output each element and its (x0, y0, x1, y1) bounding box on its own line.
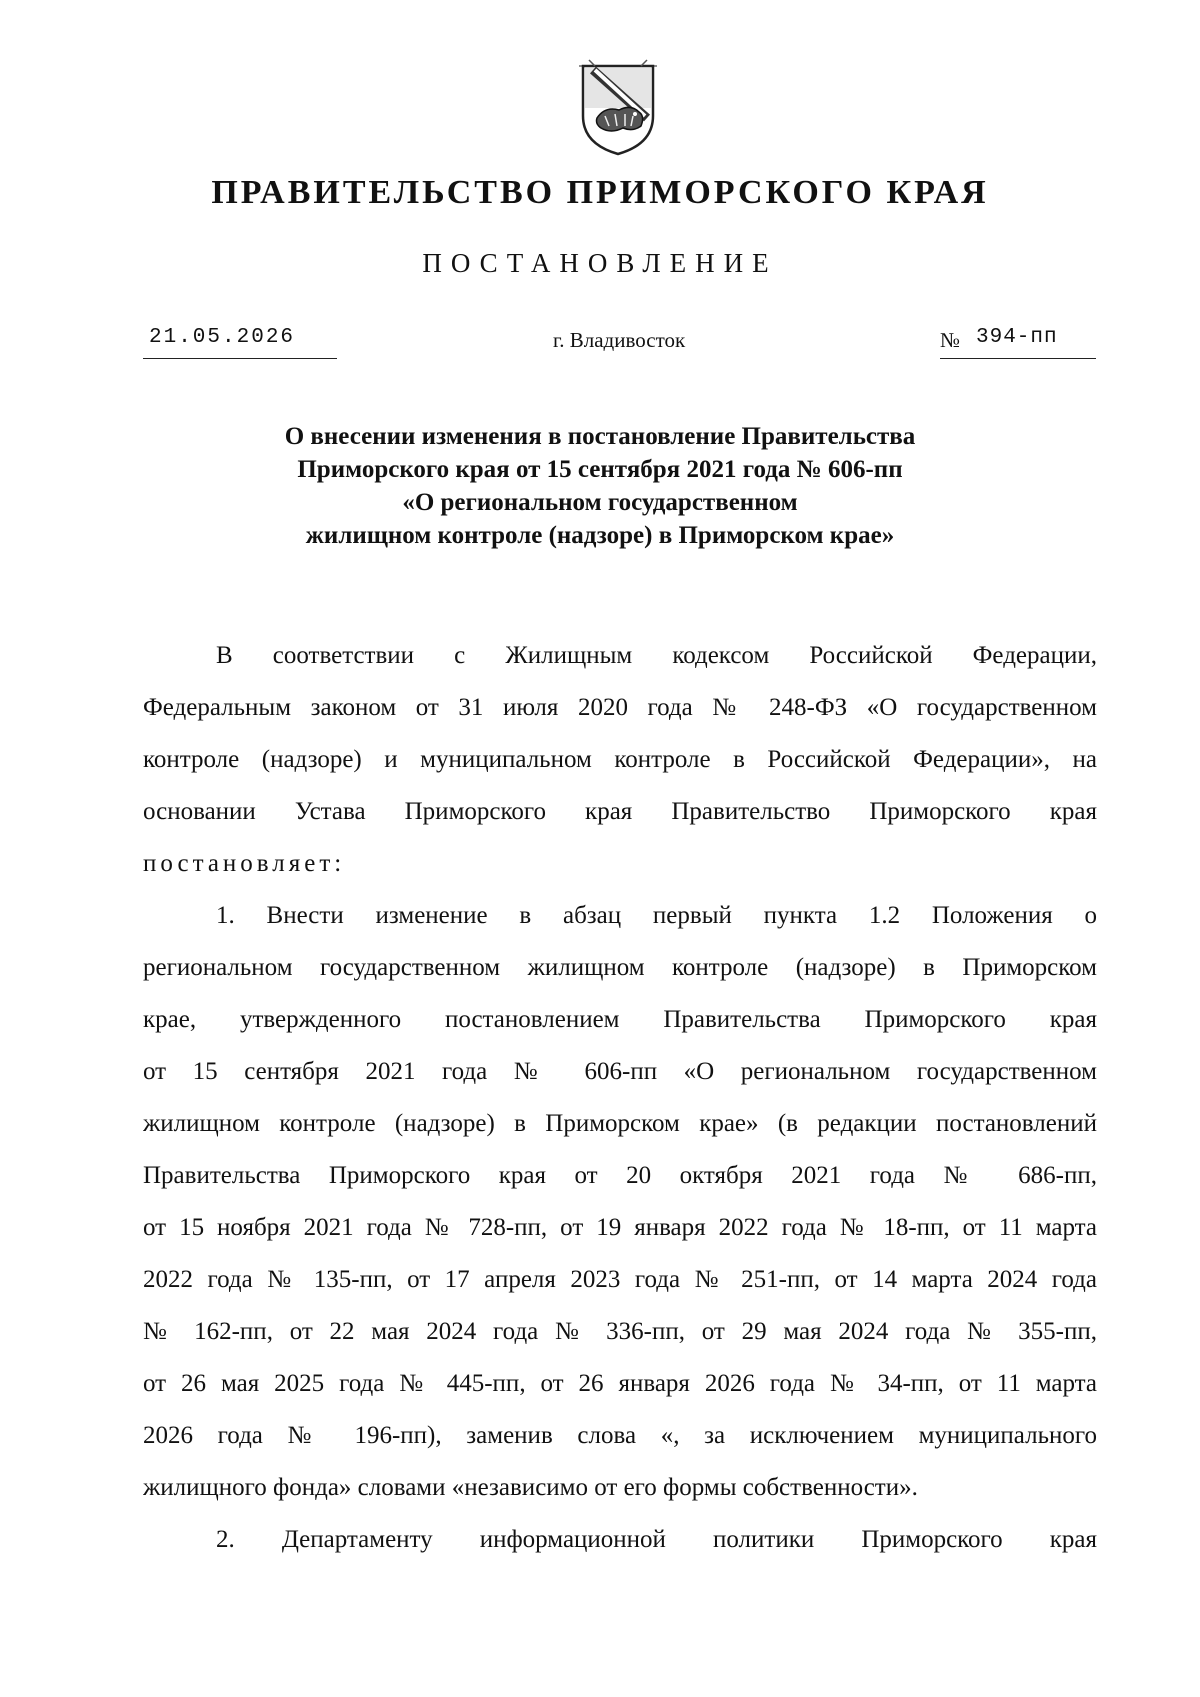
item1-line: жилищном контроле (надзоре) в Приморском крае» (в редакции постановлений (143, 1110, 1097, 1137)
document-city: г. Владивосток (553, 328, 686, 352)
preamble-line: В соответствии с Жилищным кодексом Российской Федерации, (216, 642, 1097, 669)
government-title: ПРАВИТЕЛЬСТВО ПРИМОРСКОГО КРАЯ (211, 174, 989, 211)
item1-line: региональном государственном жилищном контроле (надзоре) в Приморском (143, 954, 1097, 981)
document-subject (200, 420, 1000, 552)
document-number: 394-пп (976, 326, 1058, 349)
item1-line: от 15 сентября 2021 года № 606-пп «О региональном государственном (143, 1058, 1097, 1085)
item1-line: 1. Внести изменение в абзац первый пункта 1.2 Положения о (216, 902, 1097, 929)
item1-line: 2026 года № 196-пп), заменив слова «, за исключением муниципального (143, 1422, 1097, 1449)
item1-line: Правительства Приморского края от 20 октября 2021 года № 686-пп, (143, 1162, 1097, 1189)
document-body (143, 630, 1097, 1566)
item1-line: от 15 ноября 2021 года № 728-пп, от 19 января 2022 года № 18-пп, от 11 марта (143, 1214, 1097, 1241)
preamble-resolves: постановляет: (143, 850, 346, 877)
subject-line: жилищном контроле (надзоре) в Приморском крае» (305, 522, 895, 549)
item1-line: от 26 мая 2025 года № 445-пп, от 26 января 2026 года № 34-пп, от 11 марта (143, 1370, 1097, 1397)
subject-line: О внесении изменения в постановление Правительства (284, 423, 916, 450)
date-field (143, 326, 337, 359)
preamble-line: основании Устава Приморского края Правительство Приморского края (143, 798, 1097, 825)
item2-line: 2. Департаменту информационной политики Приморского края (216, 1526, 1097, 1553)
document-type: ПОСТАНОВЛЕНИЕ (422, 248, 778, 278)
item1-line: 2022 года № 135-пп, от 17 апреля 2023 года № 251-пп, от 14 марта 2024 года (143, 1266, 1097, 1293)
item1-line: № 162-пп, от 22 мая 2024 года № 336-пп, от 29 мая 2024 года № 355-пп, (143, 1318, 1097, 1345)
coat-of-arms-icon (575, 56, 661, 158)
number-sign: № (940, 328, 961, 352)
item1-line: крае, утвержденного постановлением Правительства Приморского края (143, 1006, 1097, 1033)
number-field (940, 326, 1096, 359)
subject-line: «О региональном государственном (402, 489, 798, 516)
item1-line: жилищного фонда» словами «независимо от его формы собственности». (143, 1474, 918, 1501)
subject-line: Приморского края от 15 сентября 2021 года № 606-пп (297, 456, 903, 483)
document-meta (0, 326, 1200, 366)
preamble-line: Федеральным законом от 31 июля 2020 года № 248-ФЗ «О государственном (143, 694, 1097, 721)
document-date: 21.05.2026 (149, 326, 296, 349)
preamble-line: контроле (надзоре) и муниципальном контроле в Российской Федерации», на (143, 746, 1097, 773)
